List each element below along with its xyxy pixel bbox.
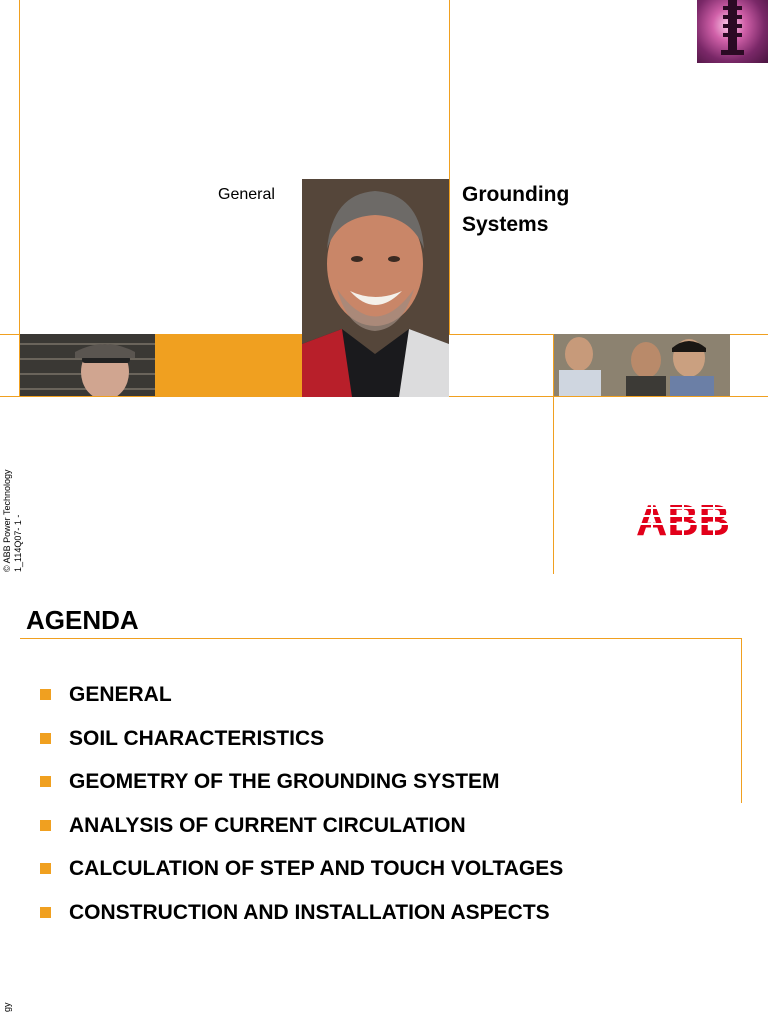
logo-text: ABB [636, 499, 730, 539]
agenda-item [40, 811, 563, 855]
agenda-item [40, 767, 563, 811]
cropped-footer-text: gy [2, 1002, 12, 1012]
bullet-square-icon [40, 907, 51, 918]
worker-illustration [20, 334, 155, 396]
abb-logo [636, 499, 732, 544]
photo-surge-arrester [697, 0, 768, 63]
bullet-square-icon [40, 733, 51, 744]
grid-line [0, 334, 20, 335]
bullet-square-icon [40, 776, 51, 787]
copyright-note [2, 422, 24, 572]
grid-line [449, 0, 450, 334]
photo-smiling-man [302, 179, 449, 397]
title-underline [20, 638, 742, 639]
abb-logo-mark [636, 499, 732, 539]
agenda-item [40, 898, 563, 942]
agenda-item [40, 724, 563, 768]
bullet-square-icon [40, 689, 51, 700]
photo-team [554, 334, 730, 396]
agenda-list [40, 680, 563, 941]
team-illustration [554, 334, 730, 396]
slide-topic: General [218, 186, 275, 203]
bullet-square-icon [40, 820, 51, 831]
agenda-item-label: CONSTRUCTION AND INSTALLATION ASPECTS [69, 900, 550, 924]
copyright-line: © ABB Power Technology [2, 469, 12, 572]
accent-block [155, 334, 302, 396]
agenda-title: AGENDA [26, 605, 139, 635]
person-illustration [302, 179, 449, 397]
grid-line [741, 638, 742, 803]
agenda-item-label: GENERAL [69, 683, 172, 706]
bullet-square-icon [40, 863, 51, 874]
agenda-item [40, 854, 563, 898]
title-line: Systems [462, 213, 549, 236]
agenda-item-label: GEOMETRY OF THE GROUNDING SYSTEM [69, 770, 500, 793]
agenda-item-label: CALCULATION OF STEP AND TOUCH VOLTAGES [69, 857, 564, 880]
agenda-item-label: ANALYSIS OF CURRENT CIRCULATION [69, 813, 466, 837]
photo-worker [20, 334, 155, 396]
title-line: Grounding [462, 183, 570, 206]
arrester-illustration [697, 0, 768, 63]
slide-title [462, 180, 569, 240]
agenda-item-label: SOIL CHARACTERISTICS [69, 726, 325, 750]
agenda-item [40, 680, 563, 724]
copyright-line: 1_114Q07- 1 - [13, 514, 23, 572]
